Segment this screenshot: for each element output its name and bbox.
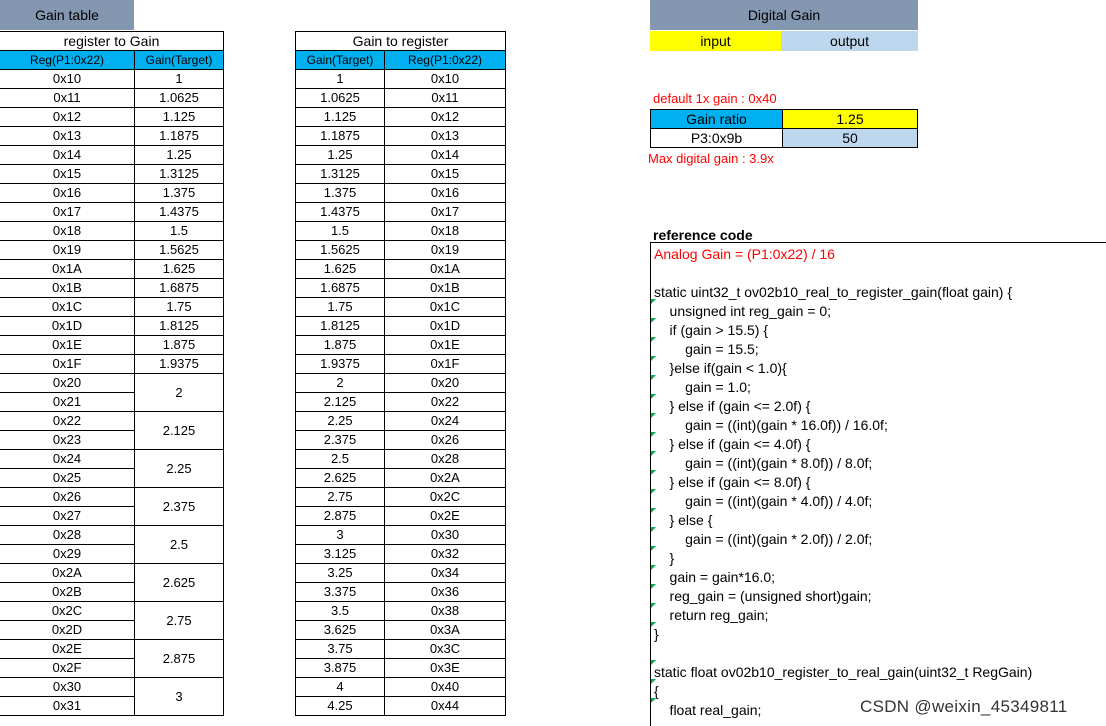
table-row <box>296 507 506 526</box>
code-line: } else if (gain <= 4.0f) { <box>654 436 811 452</box>
table-row <box>296 545 506 564</box>
code-line: gain = ((int)(gain * 2.0f)) / 2.0f; <box>654 531 873 547</box>
gain-cell: 1.625 <box>135 260 224 279</box>
table-row <box>296 127 506 146</box>
reg-cell: 0x10 <box>0 70 135 89</box>
reg-cell: 0x20 <box>385 374 506 393</box>
gain-cell: 1 <box>135 70 224 89</box>
reg-cell: 0x16 <box>385 184 506 203</box>
table-row <box>0 564 224 583</box>
table-row <box>296 602 506 621</box>
reg-cell: 0x31 <box>0 697 135 716</box>
cell-comment-marker <box>651 451 656 456</box>
reg-cell: 0x12 <box>385 108 506 127</box>
analog-gain-note: Analog Gain = (P1:0x22) / 16 <box>654 246 835 262</box>
table-row <box>0 241 224 260</box>
table-row <box>296 697 506 716</box>
table-row <box>0 146 224 165</box>
table-row <box>296 488 506 507</box>
table-row <box>0 70 224 89</box>
reg-cell: 0x32 <box>385 545 506 564</box>
reg-cell: 0x23 <box>0 431 135 450</box>
table-row <box>0 374 224 393</box>
gain-cell: 1.875 <box>296 336 385 355</box>
code-line: static uint32_t ov02b10_real_to_register_gain(float gain) { <box>654 284 1013 300</box>
reg-cell: 0x1B <box>0 279 135 298</box>
gain-cell: 1.875 <box>135 336 224 355</box>
gain-table-tab[interactable]: Gain table <box>0 0 134 30</box>
reg-cell: 0x14 <box>0 146 135 165</box>
table-row <box>0 108 224 127</box>
gain-cell: 1.5625 <box>296 241 385 260</box>
gain-cell: 2 <box>296 374 385 393</box>
gain-cell: 1.125 <box>135 108 224 127</box>
gain-cell: 2.625 <box>135 564 224 602</box>
cell-comment-marker <box>651 622 656 627</box>
table-row <box>0 222 224 241</box>
gain-cell: 3.125 <box>296 545 385 564</box>
table-row <box>296 165 506 184</box>
reg-cell: 0x26 <box>0 488 135 507</box>
table-row <box>296 583 506 602</box>
gain-cell: 1.8125 <box>135 317 224 336</box>
table-row <box>0 317 224 336</box>
column-header-reg: Reg(P1:0x22) <box>0 51 135 70</box>
code-line: gain = 15.5; <box>654 341 759 357</box>
reg-cell: 0x10 <box>385 70 506 89</box>
gain-cell: 2.375 <box>135 488 224 526</box>
cell-comment-marker <box>651 679 656 684</box>
table-row <box>0 412 224 431</box>
gain-cell: 1.125 <box>296 108 385 127</box>
default-gain-note: default 1x gain : 0x40 <box>653 91 777 106</box>
table-row <box>296 146 506 165</box>
reg-cell: 0x30 <box>385 526 506 545</box>
table-row <box>296 621 506 640</box>
table-row <box>296 203 506 222</box>
reg-cell: 0x20 <box>0 374 135 393</box>
gain-cell: 2.125 <box>296 393 385 412</box>
code-line: gain = 1.0; <box>654 379 751 395</box>
gain-cell: 1.6875 <box>296 279 385 298</box>
reg-cell: 0x16 <box>0 184 135 203</box>
reg-cell: 0x17 <box>385 203 506 222</box>
reference-code-title: reference code <box>653 227 753 243</box>
table-row <box>0 260 224 279</box>
register-output: 50 <box>783 129 918 148</box>
reg-cell: 0x17 <box>0 203 135 222</box>
reg-cell: 0x27 <box>0 507 135 526</box>
reg-cell: 0x14 <box>385 146 506 165</box>
cell-comment-marker <box>651 489 656 494</box>
code-line: if (gain > 15.5) { <box>654 322 769 338</box>
reg-cell: 0x18 <box>0 222 135 241</box>
reg-cell: 0x3A <box>385 621 506 640</box>
reg-cell: 0x2A <box>385 469 506 488</box>
reg-cell: 0x1D <box>385 317 506 336</box>
reg-cell: 0x19 <box>0 241 135 260</box>
gain-cell: 2.75 <box>135 602 224 640</box>
gain-cell: 4 <box>296 678 385 697</box>
code-line: unsigned int reg_gain = 0; <box>654 303 832 319</box>
reg-cell: 0x3C <box>385 640 506 659</box>
gain-cell: 1.9375 <box>135 355 224 374</box>
reg-cell: 0x1F <box>0 355 135 374</box>
register-to-gain-table <box>0 31 224 716</box>
reg-cell: 0x30 <box>0 678 135 697</box>
gain-cell: 2.5 <box>135 526 224 564</box>
gain-cell: 1.3125 <box>296 165 385 184</box>
table-row <box>296 355 506 374</box>
gain-cell: 3.625 <box>296 621 385 640</box>
code-line: { <box>654 683 659 699</box>
table-row <box>0 89 224 108</box>
reg-cell: 0x1A <box>0 260 135 279</box>
gain-cell: 2.75 <box>296 488 385 507</box>
cell-comment-marker <box>651 318 656 323</box>
reg-cell: 0x15 <box>385 165 506 184</box>
cell-comment-marker <box>651 603 656 608</box>
gain-cell: 2.875 <box>296 507 385 526</box>
cell-comment-marker <box>651 432 656 437</box>
table-row <box>0 336 224 355</box>
table-row <box>296 336 506 355</box>
reg-cell: 0x25 <box>0 469 135 488</box>
reg-cell: 0x2C <box>385 488 506 507</box>
reg-cell: 0x15 <box>0 165 135 184</box>
code-line: } <box>654 626 659 642</box>
gain-cell: 1.0625 <box>296 89 385 108</box>
reg-cell: 0x21 <box>0 393 135 412</box>
table-row <box>296 564 506 583</box>
cell-comment-marker <box>651 375 656 380</box>
gain-cell: 1.3125 <box>135 165 224 184</box>
gain-cell: 1.75 <box>135 298 224 317</box>
gain-cell: 1.4375 <box>135 203 224 222</box>
gain-cell: 3.375 <box>296 583 385 602</box>
gain-cell: 1.8125 <box>296 317 385 336</box>
gain-cell: 1.375 <box>135 184 224 203</box>
reg-cell: 0x28 <box>385 450 506 469</box>
reg-cell: 0x3E <box>385 659 506 678</box>
gain-cell: 2.25 <box>296 412 385 431</box>
watermark: CSDN @weixin_45349811 <box>860 697 1068 716</box>
reg-cell: 0x2A <box>0 564 135 583</box>
cell-comment-marker <box>651 394 656 399</box>
gain-cell: 3.75 <box>296 640 385 659</box>
code-line: } else if (gain <= 8.0f) { <box>654 474 811 490</box>
cell-comment-marker <box>651 565 656 570</box>
table-row <box>0 678 224 697</box>
gain-cell: 2.125 <box>135 412 224 450</box>
reg-cell: 0x34 <box>385 564 506 583</box>
code-line: reg_gain = (unsigned short)gain; <box>654 588 872 604</box>
table-row <box>296 526 506 545</box>
gain-cell: 1.4375 <box>296 203 385 222</box>
table-row <box>296 89 506 108</box>
reg-cell: 0x1E <box>385 336 506 355</box>
code-line: static float ov02b10_register_to_real_gain(uint32_t RegGain) <box>654 664 1033 680</box>
table-row <box>0 602 224 621</box>
reg-cell: 0x1D <box>0 317 135 336</box>
table-row <box>296 279 506 298</box>
gain-cell: 1.0625 <box>135 89 224 108</box>
reg-cell: 0x22 <box>385 393 506 412</box>
reg-cell: 0x1E <box>0 336 135 355</box>
reg-cell: 0x2C <box>0 602 135 621</box>
gain-cell: 3.875 <box>296 659 385 678</box>
table-row <box>296 640 506 659</box>
cell-comment-marker <box>651 356 656 361</box>
cell-comment-marker <box>651 470 656 475</box>
gain-cell: 2 <box>135 374 224 412</box>
gain-cell: 1.5 <box>296 222 385 241</box>
gain-cell: 3.25 <box>296 564 385 583</box>
gain-cell: 1.375 <box>296 184 385 203</box>
reference-code-block <box>650 243 1106 726</box>
cell-comment-marker <box>651 508 656 513</box>
gain-cell: 1.9375 <box>296 355 385 374</box>
gain-cell: 1.6875 <box>135 279 224 298</box>
reg-cell: 0x24 <box>0 450 135 469</box>
cell-comment-marker <box>651 413 656 418</box>
reg-cell: 0x2F <box>0 659 135 678</box>
reg-cell: 0x1C <box>0 298 135 317</box>
table-row <box>0 355 224 374</box>
table-title: register to Gain <box>0 32 224 51</box>
table-row <box>296 469 506 488</box>
reg-cell: 0x1B <box>385 279 506 298</box>
reg-cell: 0x19 <box>385 241 506 260</box>
gain-to-register-table <box>295 31 506 716</box>
cell-comment-marker <box>651 337 656 342</box>
reg-cell: 0x1F <box>385 355 506 374</box>
digital-gain-label: Digital Gain <box>650 0 918 30</box>
cell-comment-marker <box>651 584 656 589</box>
reg-cell: 0x11 <box>385 89 506 108</box>
cell-comment-marker <box>651 299 656 304</box>
gain-cell: 1.25 <box>135 146 224 165</box>
table-row <box>296 184 506 203</box>
gain-cell: 4.25 <box>296 697 385 716</box>
reg-cell: 0x2E <box>0 640 135 659</box>
table-row <box>296 317 506 336</box>
gain-cell: 2.625 <box>296 469 385 488</box>
table-row <box>296 450 506 469</box>
reg-cell: 0x38 <box>385 602 506 621</box>
cell-comment-marker <box>651 546 656 551</box>
column-header-reg: Reg(P1:0x22) <box>385 51 506 70</box>
code-line: gain = ((int)(gain * 16.0f)) / 16.0f; <box>654 417 888 433</box>
table-row <box>296 70 506 89</box>
table-row <box>0 298 224 317</box>
table-row <box>0 203 224 222</box>
gain-cell: 2.5 <box>296 450 385 469</box>
register-label: P3:0x9b <box>651 129 783 148</box>
table-row <box>296 298 506 317</box>
reg-cell: 0x2E <box>385 507 506 526</box>
code-line: } <box>654 550 675 566</box>
reg-cell: 0x18 <box>385 222 506 241</box>
output-legend: output <box>781 31 918 51</box>
gain-cell: 1 <box>296 70 385 89</box>
table-row <box>296 222 506 241</box>
cell-comment-marker <box>651 698 656 703</box>
reg-cell: 0x26 <box>385 431 506 450</box>
code-line: gain = ((int)(gain * 4.0f)) / 4.0f; <box>654 493 873 509</box>
table-row <box>296 374 506 393</box>
reg-cell: 0x22 <box>0 412 135 431</box>
input-legend: input <box>650 31 781 51</box>
reg-cell: 0x13 <box>0 127 135 146</box>
code-line: return reg_gain; <box>654 607 769 623</box>
column-header-gain: Gain(Target) <box>296 51 385 70</box>
table-row <box>0 279 224 298</box>
max-gain-note: Max digital gain : 3.9x <box>648 151 774 166</box>
gain-cell: 1.75 <box>296 298 385 317</box>
table-row <box>296 241 506 260</box>
reg-cell: 0x40 <box>385 678 506 697</box>
cell-comment-marker <box>651 660 656 665</box>
table-row <box>296 108 506 127</box>
gain-cell: 1.25 <box>296 146 385 165</box>
table-title: Gain to register <box>296 32 506 51</box>
gain-cell: 1.5625 <box>135 241 224 260</box>
table-row <box>0 450 224 469</box>
table-row <box>0 184 224 203</box>
table-row <box>0 488 224 507</box>
cell-comment-marker <box>651 527 656 532</box>
reg-cell: 0x36 <box>385 583 506 602</box>
reg-cell: 0x29 <box>0 545 135 564</box>
reg-cell: 0x1C <box>385 298 506 317</box>
reg-cell: 0x28 <box>0 526 135 545</box>
reg-cell: 0x2D <box>0 621 135 640</box>
table-row <box>296 659 506 678</box>
code-line: gain = gain*16.0; <box>654 569 776 585</box>
reg-cell: 0x13 <box>385 127 506 146</box>
gain-cell: 3 <box>296 526 385 545</box>
code-line: gain = ((int)(gain * 8.0f)) / 8.0f; <box>654 455 873 471</box>
gain-cell: 2.25 <box>135 450 224 488</box>
column-header-gain: Gain(Target) <box>135 51 224 70</box>
gain-ratio-input[interactable]: 1.25 <box>783 110 918 129</box>
gain-cell: 2.375 <box>296 431 385 450</box>
gain-cell: 1.5 <box>135 222 224 241</box>
gain-cell: 2.875 <box>135 640 224 678</box>
reg-cell: 0x12 <box>0 108 135 127</box>
table-row <box>296 260 506 279</box>
reg-cell: 0x1A <box>385 260 506 279</box>
code-line: } else { <box>654 512 713 528</box>
reg-cell: 0x11 <box>0 89 135 108</box>
gain-cell: 3.5 <box>296 602 385 621</box>
gain-cell: 1.1875 <box>135 127 224 146</box>
table-row <box>0 127 224 146</box>
code-line: float real_gain; <box>654 702 762 718</box>
code-line: } else if (gain <= 2.0f) { <box>654 398 811 414</box>
reg-cell: 0x24 <box>385 412 506 431</box>
gain-cell: 1.1875 <box>296 127 385 146</box>
table-row <box>296 393 506 412</box>
table-row <box>0 640 224 659</box>
table-row <box>296 412 506 431</box>
gain-cell: 1.625 <box>296 260 385 279</box>
code-line: }else if(gain < 1.0){ <box>654 360 787 376</box>
table-row <box>0 165 224 184</box>
table-row <box>296 678 506 697</box>
gain-cell: 3 <box>135 678 224 716</box>
table-row <box>0 526 224 545</box>
reg-cell: 0x44 <box>385 697 506 716</box>
gain-ratio-table <box>650 109 918 148</box>
gain-ratio-label: Gain ratio <box>651 110 783 129</box>
reg-cell: 0x2B <box>0 583 135 602</box>
table-row <box>296 431 506 450</box>
